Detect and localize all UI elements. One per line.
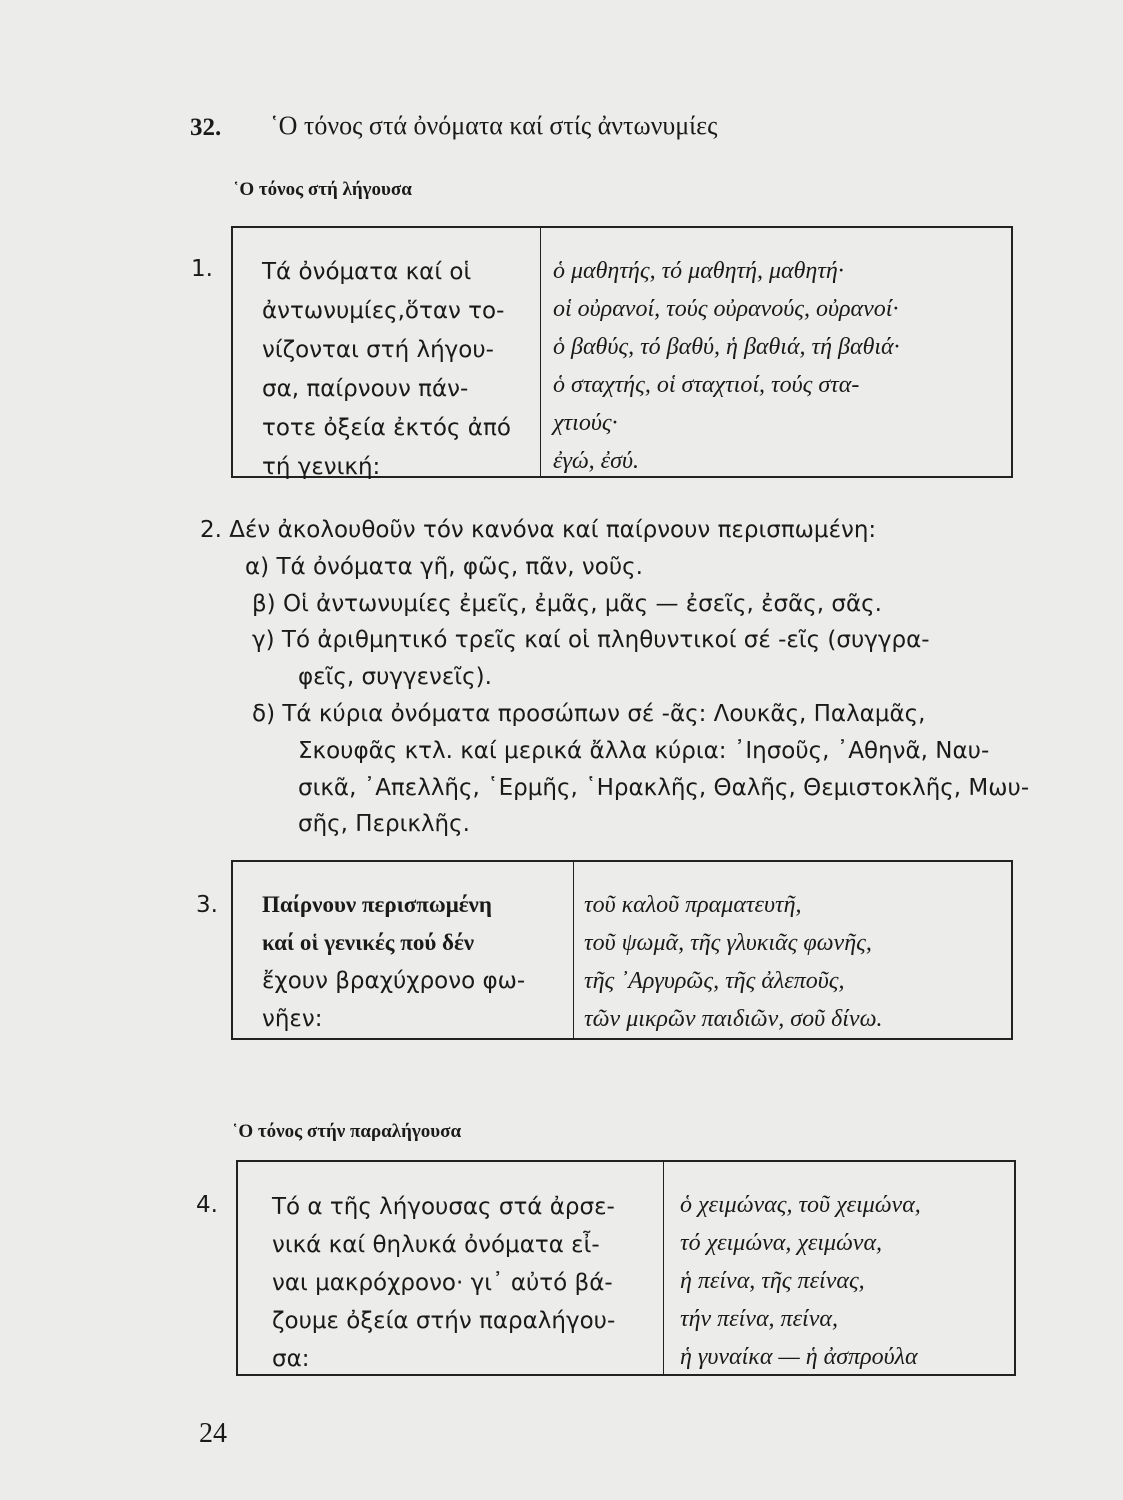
rule2-line: σικᾶ, ᾿Απελλῆς, ῾Ερμῆς, ῾Ηρακλῆς, Θαλῆς, Θεμιστοκλῆς, Μωυ-: [298, 774, 1030, 801]
rule1-left-line: σα, παίρνουν πάν-: [262, 376, 469, 402]
rule4-right-line: ἡ γυναίκα — ἡ ἀσπρούλα: [680, 1344, 918, 1370]
rule3-right-line: τῆς ᾿Αργυρῶς, τῆς ἀλεποῦς,: [584, 968, 845, 994]
rule4-left-line: ναι μακρόχρονο· γι᾿ αὐτό βά-: [272, 1270, 613, 1296]
rule2-line: β) Οἱ ἀντωνυμίες ἐμεῖς, ἐμᾶς, μᾶς — ἐσεῖς, ἐσᾶς, σᾶς.: [252, 590, 882, 617]
rule1-right-line: ἐγώ, ἐσύ.: [553, 448, 639, 474]
section-title: ῾Ο τόνος στά ὀνόματα καί στίς ἀντωνυμίες: [270, 111, 718, 140]
rule4-divider: [663, 1160, 664, 1376]
subheading-penult: ῾Ο τόνος στή λήγουσα: [233, 179, 412, 200]
rule2-line: δ) Τά κύρια ὀνόματα προσώπων σέ -ᾶς: Λουκᾶς, Παλαμᾶς,: [252, 700, 926, 727]
rule3-right-line: τῶν μικρῶν παιδιῶν, σοῦ δίνω.: [584, 1006, 883, 1032]
rule4-right-line: τό χειμώνα, χειμώνα,: [680, 1230, 883, 1256]
rule2-line: 2. Δέν ἀκολουθοῦν τόν κανόνα καί παίρνουν περισπωμένη:: [200, 517, 877, 543]
rule2-line: σῆς, Περικλῆς.: [298, 811, 470, 838]
rule4-right-line: τήν πείνα, πείνα,: [680, 1306, 838, 1332]
rule1-left-line: ἀντωνυμίες,ὅταν το-: [262, 298, 505, 324]
rule2-line: γ) Τό ἀριθμητικό τρεῖς καί οἱ πληθυντικοί σέ -εῖς (συγγρα-: [252, 627, 930, 654]
rule2-line: Σκουφᾶς κτλ. καί μερικά ἄλλα κύρια: ᾿Ιησοῦς, ᾿Αθηνᾶ, Ναυ-: [298, 737, 990, 764]
rule2-line: α) Τά ὀνόματα γῆ, φῶς, πᾶν, νοῦς.: [245, 553, 643, 580]
rule3-left-line: Παίρνουν περισπωμένη: [262, 892, 492, 917]
rule1-right-line: ὁ σταχτής, οἱ σταχτιοί, τούς στα-: [553, 372, 860, 398]
rule1-left-line: νίζονται στή λήγου-: [262, 337, 494, 363]
rule3-left: [262, 886, 525, 1038]
rule3-divider: [573, 860, 574, 1040]
rule1-right-line: οἱ οὐρανοί, τούς οὐρανούς, οὐρανοί·: [553, 296, 899, 322]
rule1-left-line: τή γενική:: [262, 454, 381, 480]
rule1-right: [553, 252, 900, 480]
rule1-right-line: ὁ μαθητής, τό μαθητή, μαθητή·: [553, 258, 844, 284]
subheading-antepenult: ῾Ο τόνος στήν παραλήγουσα: [232, 1121, 462, 1142]
rule4-number: 4.: [196, 1192, 218, 1218]
rule3-left-line: ἔχουν βραχύχρονο φω-: [262, 968, 526, 994]
rule4-left-line: ζουμε ὀξεία στήν παραλήγου-: [272, 1308, 616, 1334]
rule1-number: 1.: [191, 256, 213, 282]
rule1-left: [262, 253, 542, 487]
rule2-line: φεῖς, συγγενεῖς).: [298, 664, 492, 691]
section-number: 32.: [190, 114, 222, 141]
rule4-left-line: νικά καί θηλυκά ὀνόματα εἶ-: [272, 1232, 600, 1258]
rule4-left-line: σα:: [272, 1346, 310, 1372]
rule3-left-line: καί οἱ γενικές πού δέν: [262, 930, 475, 955]
rule4-left: [272, 1188, 615, 1378]
rule3-right-line: τοῦ ψωμᾶ, τῆς γλυκιᾶς φωνῆς,: [584, 930, 872, 956]
rule4-right: [680, 1186, 921, 1376]
page-number: 24: [199, 1418, 227, 1449]
rule3-right-line: τοῦ καλοῦ πραματευτῆ,: [584, 892, 802, 918]
rule3-number: 3.: [196, 892, 218, 918]
rule3-left-line: νῆεν:: [262, 1006, 323, 1032]
rule4-right-line: ὁ χειμώνας, τοῦ χειμώνα,: [680, 1192, 921, 1218]
rule1-left-line: Τά ὀνόματα καί οἱ: [262, 259, 472, 285]
rule1-right-line: χτιούς·: [553, 410, 618, 436]
rule4-right-line: ἡ πείνα, τῆς πείνας,: [680, 1268, 865, 1294]
rule1-left-line: τοτε ὀξεία ἐκτός ἀπό: [262, 415, 511, 441]
rule1-right-line: ὁ βαθύς, τό βαθύ, ἡ βαθιά, τή βαθιά·: [553, 334, 900, 360]
rule4-left-line: Τό α τῆς λήγουσας στά ἀρσε-: [272, 1194, 615, 1220]
rule2-block: [200, 512, 1029, 843]
rule3-right: [584, 886, 883, 1038]
